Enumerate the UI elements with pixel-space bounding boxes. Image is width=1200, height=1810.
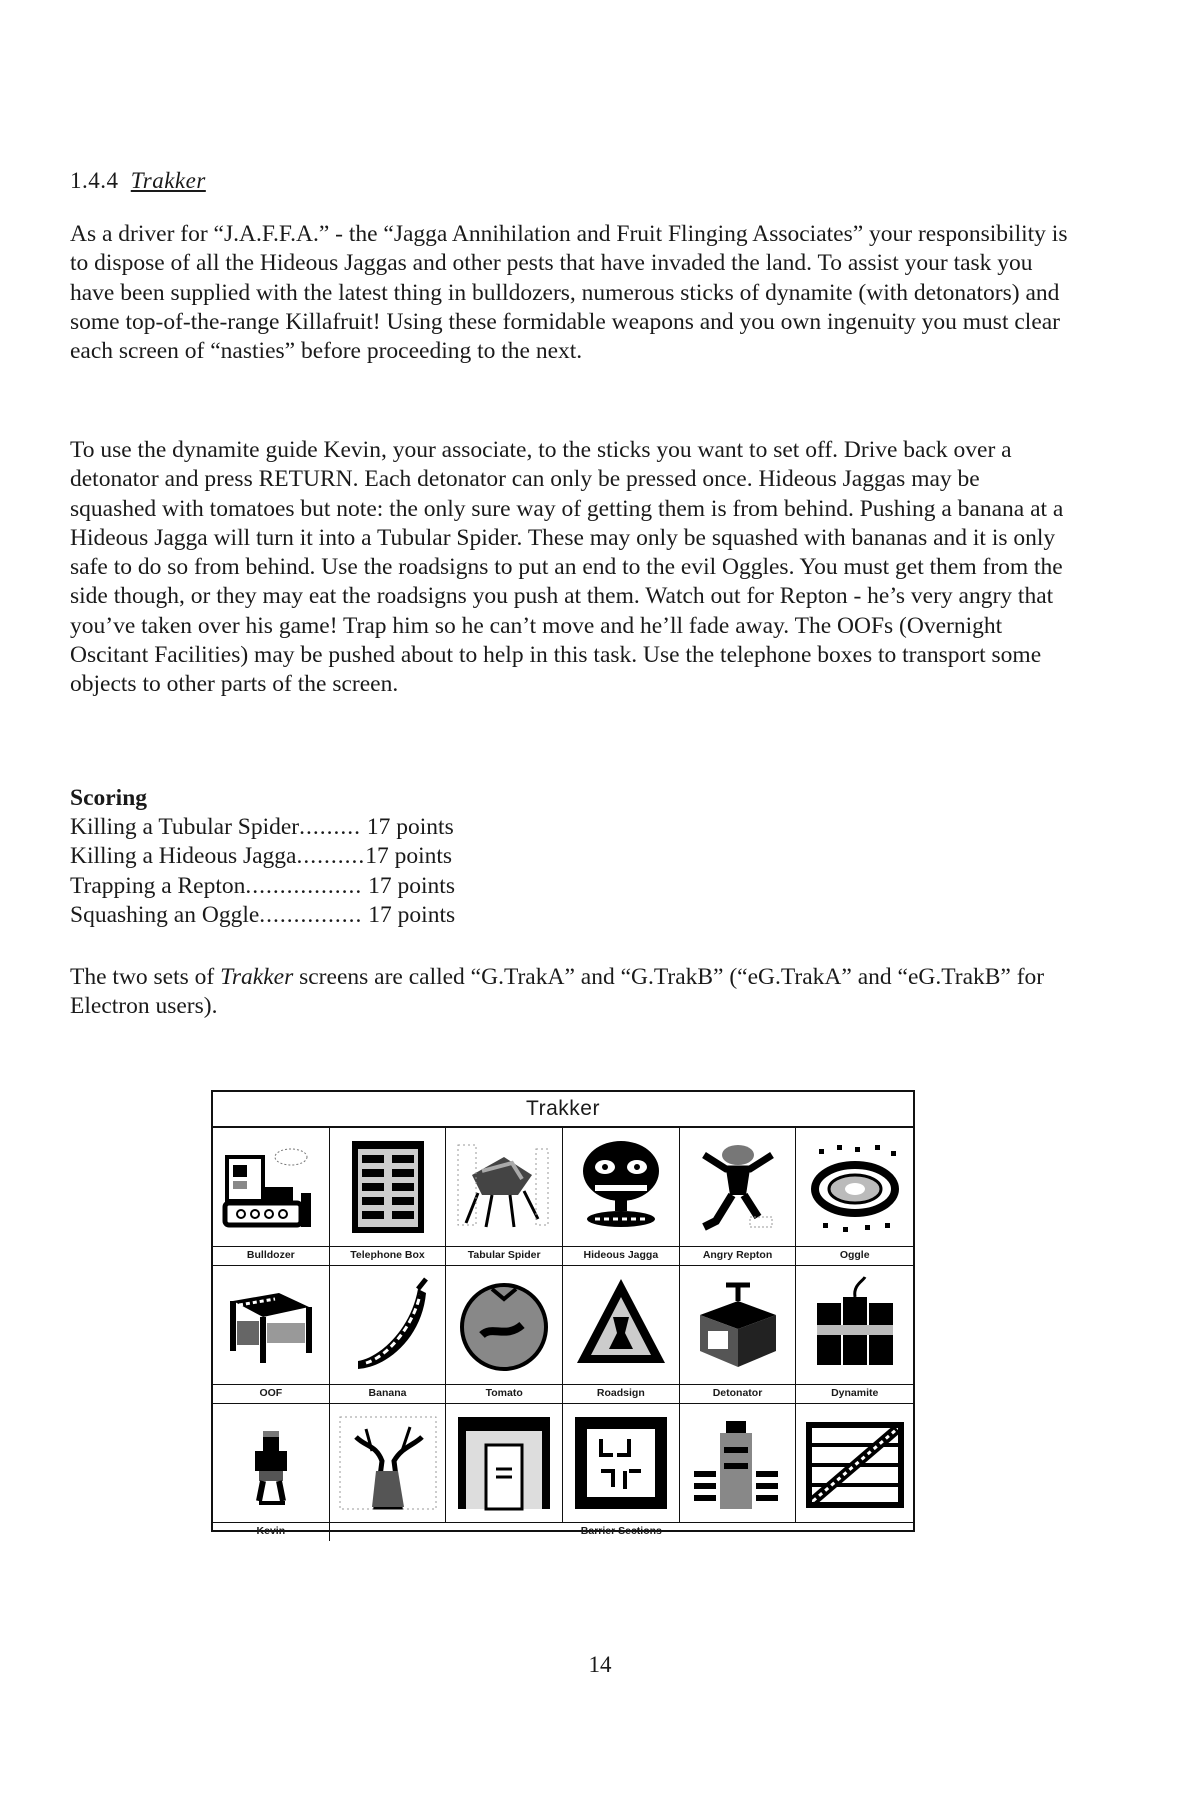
door-icon [452,1411,556,1515]
scoring-dots: ................. [245,872,363,899]
scoring-label: Killing a Tubular Spider [70,814,300,841]
scoring-title: Scoring [70,785,148,811]
angry-repton-sprite [680,1128,797,1246]
sprite-label: Angry Repton [680,1247,797,1265]
page-number: 14 [588,1652,612,1677]
sprite-row-1 [213,1128,913,1246]
oggle-icon [803,1135,907,1239]
sprite-label: OOF [213,1385,330,1403]
figure-title: Trakker [213,1092,913,1128]
tomato-icon [452,1273,556,1377]
screens-note-end: screens are called “G.TrakA” and “G.TrakB” (“eG.TrakA” and “eG.TrakB” for Electron users). [70,964,1045,1020]
sprite-label: Oggle [839,1249,870,1261]
sprite-label: Tomato [446,1385,563,1403]
section-title: Trakker [130,168,206,193]
oggle-sprite [796,1128,913,1246]
barrier-bricks-sprite [680,1404,797,1522]
fence-icon [803,1411,907,1515]
bricks-icon [686,1411,790,1515]
spider-icon [452,1135,556,1239]
scoring-label: Trapping a Repton [70,872,246,899]
barrier-fence-sprite [796,1404,913,1522]
scoring-label: Squashing an Oggle [70,901,260,928]
jagga-icon [569,1135,673,1239]
hideous-jagga-sprite [563,1128,680,1246]
repton-icon [686,1135,790,1239]
dynamite-icon [803,1273,907,1377]
bulldozer-icon [219,1135,323,1239]
barrier-tree-sprite [330,1404,447,1522]
kevin-icon [219,1411,323,1515]
telephone-box-sprite [330,1128,447,1246]
scoring-section [70,784,455,930]
scoring-points: 17 points [368,872,455,899]
banana-icon [336,1273,440,1377]
sprite-label: Banana [330,1385,447,1403]
tree-icon [336,1411,440,1515]
scoring-dots: ......... [299,814,362,841]
intro-paragraph [70,220,1070,366]
wall-icon [569,1411,673,1515]
sprite-label: Barrier Sections [580,1525,662,1537]
tabular-spider-sprite [446,1128,563,1246]
scoring-points: 17 points [365,843,453,870]
section-heading [70,168,206,194]
instructions-paragraph [70,436,1070,700]
scoring-row [70,813,455,842]
scoring-label: Killing a Hideous Jagga [70,843,297,870]
sprite-label: Detonator [680,1385,797,1403]
banana-sprite [330,1266,447,1384]
scoring-dots: ............... [259,901,363,928]
sprite-label: Bulldozer [213,1247,330,1265]
label-row-2 [213,1384,913,1404]
scoring-row [70,842,455,871]
screens-note-game-name: Trakker [220,964,294,990]
tomato-sprite [446,1266,563,1384]
telephone-box-icon [336,1135,440,1239]
bulldozer-sprite [213,1128,330,1246]
roadsign-icon [569,1273,673,1377]
sprite-row-2 [213,1266,913,1384]
label-row-3 [213,1522,913,1541]
oof-sprite [213,1266,330,1384]
barrier-wall-sprite [563,1404,680,1522]
detonator-icon [686,1273,790,1377]
bed-icon [219,1273,323,1377]
sprite-label: Roadsign [563,1385,680,1403]
sprite-label: Tabular Spider [446,1247,563,1265]
intro-text: As a driver for “J.A.F.F.A.” - the “Jagga Annihilation and Fruit Flinging Associates” your responsibility is to dispose of all the Hideous Jaggas and other pests that have invaded the land. To assist your task you have been supplied with the latest thing in bulldozers, numerous sticks of dynamite (with detonators) and some top-of-the-range Killafruit! Using these formidable weapons and you own ingenuity you must clear each screen of “nasties” before proceeding to the next. [70,221,1068,365]
kevin-sprite [213,1404,330,1522]
scoring-row [70,872,455,901]
label-row-1 [213,1246,913,1266]
scoring-row [70,901,455,930]
sprite-label: Hideous Jagga [563,1247,680,1265]
sprite-figure [211,1090,915,1537]
dynamite-sprite [796,1266,913,1384]
detonator-sprite [680,1266,797,1384]
scoring-points: 17 points [368,901,456,928]
sprite-label: Kevin [213,1523,330,1541]
sprite-row-3 [213,1404,913,1522]
scoring-dots: .......... [296,843,366,870]
instructions-text: To use the dynamite guide Kevin, your associate, to the sticks you want to set off. Drive back over a detonator and press RETURN. Each detonator can only be pressed once. Hideous Jaggas may be squashed with tomatoes but note: the only sure way of getting them is from behind. Pushing a banana at a Hideous Jagga will turn it into a Tubular Spider. These may only be squashed with bananas and it is only safe to do so from behind. Use the roadsigns to put an end to the evil Oggles. You must get them from the side though, or they may eat the roadsigns you push at them. Watch out for Repton - he’s very angry that you’ve taken over his game! Trap him so he can’t move and he’ll fade away. The OOFs (Overnight Oscitant Facilities) may be pushed about to help in this task. Use the telephone boxes to transport some objects to other parts of the screen. [70,437,1064,698]
roadsign-sprite [563,1266,680,1384]
screens-note-start: The two sets of [70,964,221,990]
screens-note [70,963,1070,1022]
scoring-points: 17 points [366,814,454,841]
sprite-label: Telephone Box [330,1247,447,1265]
sprite-label: Dynamite [831,1387,879,1399]
section-number: 1.4.4 [70,168,119,193]
barrier-door-sprite [446,1404,563,1522]
